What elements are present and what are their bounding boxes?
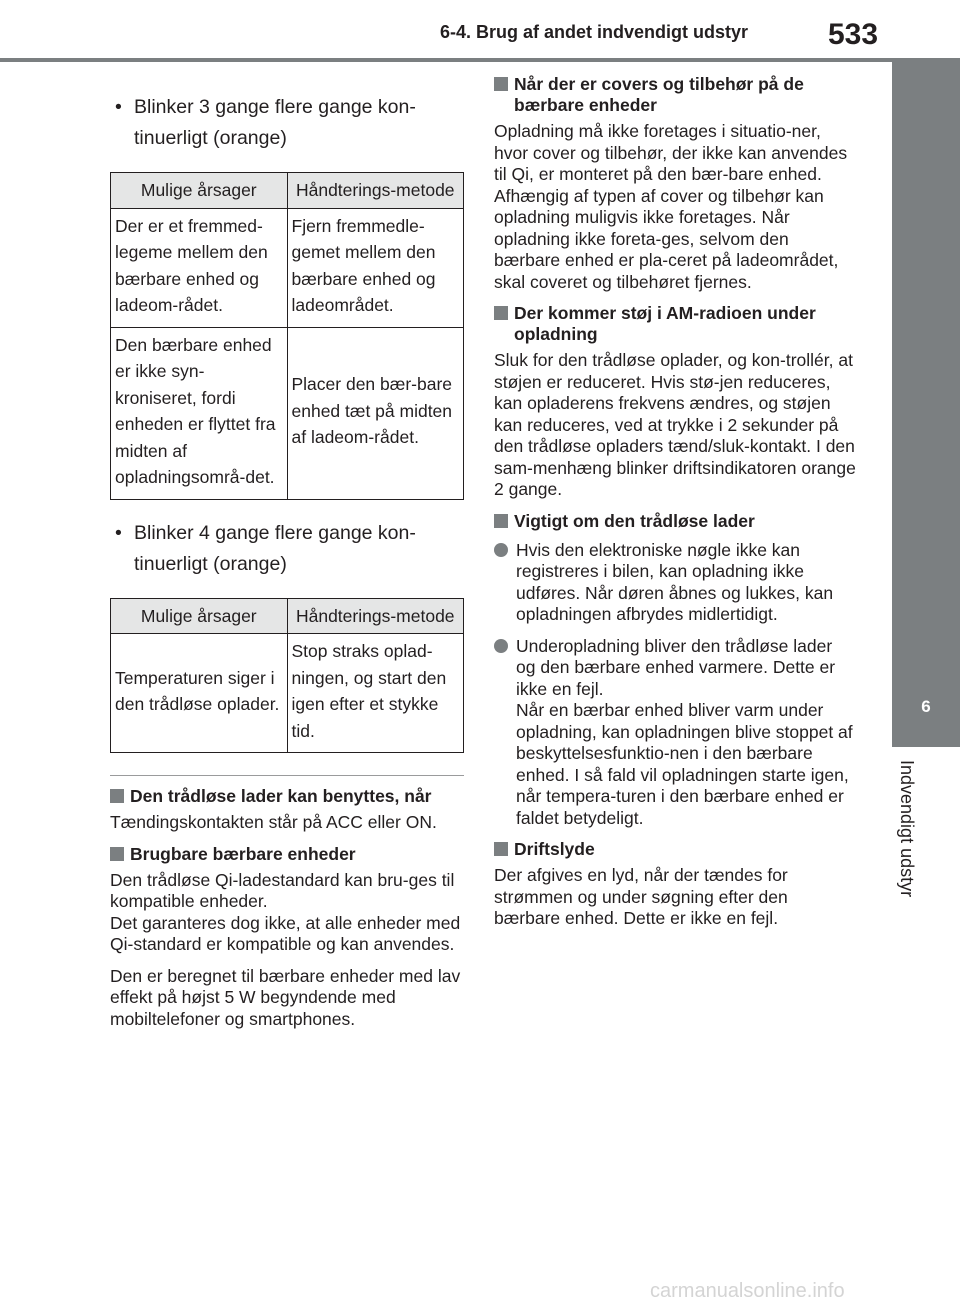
table-cell: Placer den bær-bare enhed tæt på midten af ladeom-rådet. — [287, 327, 464, 499]
item-text: Underopladning bliver den trådløse lader og den bærbare enhed varmere. Dette er ikke en fejl. — [516, 635, 836, 699]
circle-bullet-icon — [494, 639, 508, 653]
left-column — [110, 92, 464, 1040]
heading-text: Den trådløse lader kan benyttes, når — [130, 786, 432, 806]
square-marker-icon — [494, 514, 508, 528]
section-heading — [494, 839, 856, 860]
header-rule — [0, 58, 960, 62]
table-cell: Den bærbare enhed er ikke syn-kroniseret, fordi enheden er flyttet fra midten af opladningsområ-det. — [111, 327, 288, 499]
table-row — [111, 327, 464, 499]
paragraph: Tændingskontakten står på ACC eller ON. — [110, 812, 437, 832]
section-heading — [110, 844, 464, 865]
table-cell: Temperaturen siger i den trådløse oplader. — [111, 634, 288, 753]
watermark: carmanualsonline.info — [650, 1280, 845, 1302]
table-cell: Der er et fremmed-legeme mellem den bærbare enhed og ladeom-rådet. — [111, 208, 288, 327]
page-number: 533 — [828, 18, 879, 51]
paragraph: Den er beregnet til bærbare enheder med lav effekt på højst 5 W begyndende med mobiltelefoner og smartphones. — [110, 965, 461, 1029]
heading-text: Der kommer støj i AM-radioen under opladning — [514, 303, 816, 344]
heading-text: Når der er covers og tilbehør på de bærbare enheder — [514, 74, 804, 115]
paragraph: Der afgives en lyd, når der tændes for strømmen og under søgning efter den bærbare enhed. Dette er ikke en fejl. — [494, 865, 788, 928]
column-header: Mulige årsager — [111, 598, 288, 634]
bullet-text: Blinker 4 gange flere gange kon-tinuerligt (orange) — [134, 521, 416, 575]
cause-table-2 — [110, 598, 464, 754]
item-text: Når en bærbar enhed bliver varm under opladning, kan opladningen blive stoppet af beskyttelsesfunktio-nen i den bærbare enhed. I så fald vil opladningen starte igen, når tempera-turen i den bærbare enhed er faldet betydeligt. — [516, 700, 853, 828]
table-header-row — [111, 173, 464, 209]
square-marker-icon — [494, 842, 508, 856]
bullet-text: Blinker 3 gange flere gange kon-tinuerligt (orange) — [134, 96, 416, 149]
heading-text: Brugbare bærbare enheder — [130, 843, 356, 864]
section-heading — [494, 511, 856, 532]
bullet-dot-icon: • — [115, 521, 122, 544]
paragraph: Sluk for den trådløse oplader, og kon-trollér, at støjen er reduceret. Hvis stø-jen reduceres, kan opladerens frekvens ændres, og støjen kan reduceres, ved at trykke i 2 sekunder på den trådløse opladers tænd/sluk-kontakt. I den sam-menhæng blinker driftsindikatoren orange 2 gange. — [494, 350, 856, 499]
circle-bullet-item — [494, 540, 856, 626]
column-header: Mulige årsager — [111, 173, 288, 209]
circle-bullet-item — [494, 636, 856, 830]
table-header-row — [111, 598, 464, 634]
paragraph: Den trådløse Qi-ladestandard kan bru-ges til kompatible enheder. — [110, 869, 455, 911]
table-cell: Stop straks oplad-ningen, og start den igen efter et stykke tid. — [287, 634, 464, 753]
cause-table-1 — [110, 172, 464, 500]
section-heading — [494, 303, 856, 345]
heading-text: Driftslyde — [514, 839, 595, 859]
chapter-label: Indvendigt udstyr — [897, 760, 917, 898]
item-text: Hvis den elektroniske nøgle ikke kan registreres i bilen, kan opladning ikke udføres. Når døren åbnes og lukkes, kan opladningen afbrydes midlertidigt. — [516, 539, 834, 624]
bullet-blink-4 — [110, 518, 464, 580]
table-row — [111, 634, 464, 753]
table-cell: Fjern fremmedle-gemet mellem den bærbare enhed og ladeområdet. — [287, 208, 464, 327]
square-marker-icon — [494, 306, 508, 320]
section-title: 6-4. Brug af andet indvendigt udstyr — [440, 22, 749, 42]
paragraph: Opladning må ikke foretages i situatio-ner, hvor cover og tilbehør, der ikke kan anvendes til Qi, er monteret på den bær-bare enhed. Afhængig af typen af cover og tilbehør kan opladning muligvis ikke foretages. Når opladning ikke foreta-ges, selvom den bærbare enhed er pla-ceret på ladeområdet, skal coveret og tilbehøret fjernes. — [494, 121, 848, 292]
square-marker-icon — [494, 77, 508, 91]
chapter-number: 6 — [892, 667, 960, 747]
square-marker-icon — [110, 847, 124, 861]
bullet-dot-icon: • — [115, 96, 122, 118]
heading-text: Vigtigt om den trådløse lader — [514, 510, 755, 531]
section-heading — [494, 74, 856, 116]
paragraph: Det garanteres dog ikke, at alle enheder med Qi-standard er kompatible og kan anvendes. — [110, 912, 461, 954]
section-heading — [110, 786, 464, 807]
circle-bullet-icon — [494, 543, 508, 557]
square-marker-icon — [110, 789, 124, 803]
column-header: Håndterings-metode — [287, 173, 464, 209]
right-column — [494, 74, 856, 940]
table-row — [111, 208, 464, 327]
column-header: Håndterings-metode — [287, 598, 464, 634]
side-tab-bar — [892, 62, 960, 746]
section-divider — [110, 775, 464, 776]
bullet-blink-3 — [110, 92, 464, 154]
